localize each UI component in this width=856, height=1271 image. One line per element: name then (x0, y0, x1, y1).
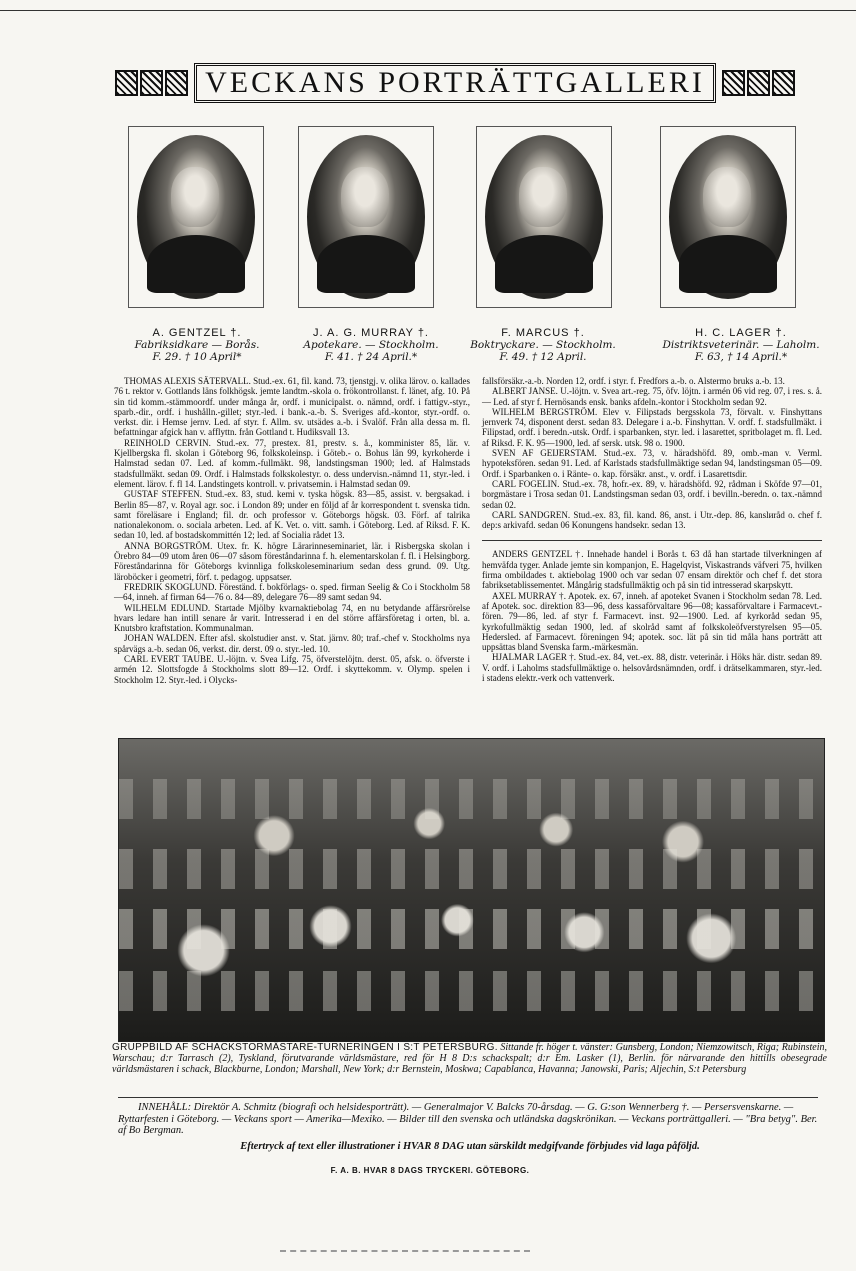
portrait-role: Fabriksidkare — Borås. (134, 339, 260, 351)
portrait-murray (298, 126, 434, 308)
portrait-marcus (476, 126, 612, 308)
footer-divider (280, 1250, 530, 1252)
portrait-caption (468, 327, 618, 363)
obituary-paragraph: HJALMAR LAGER †. Stud.-ex. 84, vet.-ex. 88, distr. veterinär. i Höks här. distr. sedan 89. V. ordf. i Laholms stadsfullmäktige o. helsovårdsnämnden, ordf. i drätselkammaren, styr.-led. i stadens elektr.-verk och vattenverk. (482, 652, 822, 684)
right-column (482, 376, 822, 683)
biography-paragraph: GUSTAF STEFFEN. Stud.-ex. 83, stud. kemi v. tyska högsk. 83—85, assist. v. bergsakad. i Berlin 85—87, v. Royal agr. soc. i London 89; under en följd af år korrespondent t. svenska tidn. samt föreläsare i England; fil. dr. och professor v. Göteborgs högsk. 03. Förf. af talrika nationalekonom. o. sociala arbeten. Led. af K. Vet. o. vitt. samh. i Göteborg. Led. af Riksd. F. K. sedan 10, led. af bostadskommittén 12; led. af Socialia rådet 13. (114, 489, 470, 541)
biography-paragraph: CARL SANDGREN. Stud.-ex. 83, fil. kand. 86, anst. i Utr.-dep. 86, kanslиråd o. chef f. dep:s arkivafd. sedan 06 Konungens handsekr. sedan 13. (482, 509, 822, 531)
table-of-contents (118, 1097, 818, 1137)
ornament-right-icon (722, 70, 795, 96)
biography-paragraph: WILHELM EDLUND. Startade Mjölby kvarnaktiebolag 74, en nu betydande affärsrörelse hvars ledare han intill senare år varit. Intresserad i en del större affärsföretag i orten, bl. a. Knutsbro kraftstation. Kommunalman. (114, 602, 470, 634)
obituary-paragraph: AXEL MURRAY †. Apotek. ex. 67, inneh. af apoteket Svanen i Stockholm sedan 78. Led. af Apotek. soc. direktion 83—96, dess kassaförvaltare 96—08; kassaförvaltare i Farmacevt.-fören. 79—86, led. af styr f. Farmacevt. inst. 92—1900. Led. af kyrkoråd sedan 95, kyrkofullmäktig sedan 1900, led. af skolråd samt af folkskoleöfverstyrelsen 95—05. Hedersled. af Farmacevt. föreningen 94; apotek. soc. lät på sin tid måla hans porträtt att uppsättas bland Svenska farm.-märkesmän. (482, 590, 822, 653)
group-photo (118, 738, 825, 1042)
gallery-header (115, 64, 795, 102)
left-column (114, 376, 470, 685)
portrait-dates: F. 29. † 10 April* (152, 351, 242, 363)
biography-paragraph: ANNA BORGSTRÖM. Utex. fr. K. högre Lärarinneseminariet, lär. i Risbergska skolan i Örebro 84—09 utom åren 06—07 såsom föreståndarinna f. h. elementarskolan f. fl. i Helsingborg. Föreståndarinna för Göteborgs kvinnliga folkskoleseminarium sedan dess grund. 09. Utg. läroböcker i geometri, förf. t. pedagog. uppsatser. (114, 540, 470, 582)
portrait-dates: F. 63, † 14 April.* (694, 351, 788, 363)
biography-paragraph: SVEN AF GEIJERSTAM. Stud.-ex. 73, v. häradshöfd. 89, omb.-man v. Verml. hypoteksfören. sedan 91. Led. af Karlstads stadsfullmäktige sedan 94, landstingsman 05—09. Ordf. i Sparbanken o. i Räntе- o. kap. försäkr. anst., v. ordf. i Lasarettsdir. (482, 448, 822, 479)
portrait-role: Boktryckare. — Stockholm. (470, 339, 616, 351)
portrait-lager (660, 126, 796, 308)
portrait-caption (656, 327, 826, 363)
portrait-dates: F. 41. † 24 April.* (324, 351, 418, 363)
group-photo-title: GRUPPBILD AF SCHACKSTORMÄSTARE-TURNERINGEN I S:T PETERSBURG. (112, 1042, 498, 1053)
portrait-caption (122, 327, 272, 363)
biography-paragraph: JOHAN WALDEN. Efter afsl. skolstudier anst. v. Stat. järnv. 80; traf.-chef v. Stockholms nya spårvägs a.-b. sedan 06, verkst. dir. derst. 09 o. styr.-led. 10. (114, 633, 470, 654)
portrait-caption (296, 327, 446, 363)
ornament-left-icon (115, 70, 188, 96)
portrait-dates: F. 49. † 12 April. (499, 351, 587, 363)
portrait-name: A. GENTZEL †. (152, 327, 242, 339)
contents-text: INNEHÅLL: Direktör A. Schmitz (biografi och helsidesporträtt). — Generalmajor V. Balcks 70-årsdag. — G. G:son Wennerberg †. — Persersvenskarne. — Ryttarfesten i Göteborg. — Veckans sport — Amerika—Mexiko. — Bilder till den svenska och utländska dagskrönikan. — Veckans porträttgalleri. — "Bra betyg". Ber. af Bo Bergman. (118, 1102, 818, 1136)
biography-paragraph: ALBERT JANSE. U.-löjtn. v. Svea art.-reg. 75, öfv. löjtn. i armén 06 vid reg. 07, i res. s. å. — Led. af styr f. Hernösands ensk. banks afdeln.-kontor i Stockholm sedan 92. (482, 386, 822, 407)
portrait-role: Distriktsveterinär. — Laholm. (662, 339, 820, 351)
obituary-paragraph: ANDERS GENTZEL †. Innehade handel i Borås t. 63 då han startade tilverkningen af hemväfda tyger. Anlade jemte sin kompanjon, E. Hagelqvist, Viskastrands väfveri 75, hvilken firma ombildades t. aktiebolag 1900 och var sedan 07 ensam direktör och chef f. det stora fabriksetablissementet. Mångårig stadsfullmäktig och på sin tid intresserad skarpskytt. (482, 540, 822, 590)
biography-paragraph: REINHOLD CERVIN. Stud.-ex. 77, prestex. 81, prestv. s. å., komminister 85, lär. v. Kjellbergska fl. skolan i Göteborg 96, folkskoleinsp. i Göteb.- o. Bohus län 99, kyrkoherde i Halmstad sedan 07. Led. af komm.-fullmäkt. 98, landstingsman 1900; led. af Halmstads stadsfullmäkt. sedan 09. Ordf. i Halmstads folkskolestyr. o. dess undervisn.-nämnd 11, styr.-led. i element. lärov. f. fl 14. Landstingets kontroll. v. privatsemin. i Halmstad sedan 09. (114, 437, 470, 489)
top-rule (0, 10, 856, 11)
biography-paragraph: CARL FOGELIN. Stud.-ex. 78, hofr.-ex. 89, v. häradshöfd. 92, rådman i Sköfde 97—01, borgmästare i Trosa sedan 01. Landstingsman sedan 03, ordf. i bevilln.-beredn. o. tax.-nämnd sedan 02. (482, 478, 822, 510)
copyright-notice: Eftertryck af text eller illustrationer i HVAR 8 DAG utan särskildt medgifvande förbjudes vid laga påföljd. (240, 1141, 700, 1152)
printer-imprint: F. A. B. HVAR 8 DAGS TRYCKERI. GÖTEBORG. (330, 1166, 530, 1175)
portrait-role: Apotekare. — Stockholm. (303, 339, 439, 351)
portrait-name: J. A. G. MURRAY †. (312, 327, 429, 339)
portrait-name: H. C. LAGER †. (695, 327, 787, 339)
page-title: VECKANS PORTRÄTTGALLERI (194, 63, 716, 103)
biography-paragraph: CARL EVERT TAUBE. U.-löjtn. v. Svea Lifg. 75, öfverstelöjtn. derst. 05, afsk. o. öfverste i armén 12. Slottsfogde å Stockholms slott 89—12. Ordf. i skyttekomm. v. Olymp. spelen i Stockholm 12. Styr.-led. i Olycks- (114, 654, 470, 685)
group-photo-caption (112, 1042, 827, 1075)
biography-paragraph: fallsförsäkr.-a.-b. Norden 12, ordf. i styr. f. Fredfors a.-b. o. Alstermo bruks a.-b. 13. (482, 376, 785, 386)
biography-paragraph: THOMAS ALEXIS SÄTERVALL. Stud.-ex. 61, fil. kand. 73, tjenstgj. v. olika lärov. o. kallades 76 t. rektor v. Gottlands läns folkhögsk. jemte landtm.-skola o. frökontrollanst. f. länet, afg. 10. På sin tid komm.-stämmoordf. under många år, ordf. i municipalst. o. nämnd, ordf. i fattigv.-styr., sparb.-dir., ordf. i hushålln.-gillet; styr.-led. i bank.-a.-b. S. Sveriges afd.-kontor, styr.-ordf. o. verkst. dir. i Hemse jernv. Led. af styr. f. Allm. sv. utsädes a.-b. i Svalöf. Från alla dessa m. fl. befattningar afgick han v. afflyttn. från Gottland t. Hudiksvall 13. (114, 376, 470, 438)
portrait-gentzel (128, 126, 264, 308)
biography-paragraph: FREDRIK SKOGLUND. Föreständ. f. bokförlags- o. sped. firman Seelig & Co i Stockholm 58—64, inneh. af firman 64—76 o. 84—89, delegare 76—89 samt sedan 94. (114, 581, 470, 603)
biography-paragraph: WILHELM BERGSTRÖM. Elev v. Filipstads bergsskola 73, förvalt. v. Finshyttans jernverk 74, disponent derst. sedan 83. Delegare i a.-b. Finshyttan. V. ordf. f. stadsfullmäkt. i Filipstad, ordf. i beredn.-utsk. Ordf. i sparbanken, styr. led. i lasarettet, spritbolaget m. fl. Led. af Riksd. F. K. 95—1900, led. af sersk. utsk. 98 o. 1900. (482, 406, 822, 448)
portrait-name: F. MARCUS †. (501, 327, 585, 339)
group-photo-description: Sittande fr. höger t. vänster: Gunsberg, London; Niemzowitsch, Riga; Rubinstein, Warschau; d:r Tarrasch (2), Tyskland, förutvarande världsmästare, red för H 8 D:s schackspalt; d:r Em. Lasker (1), Berlin. för närvarande den hittills obesegrade världsmästaren i schack, Blackburne, London; Marshall, New York; d:r Bernstein, Moskwa; Capablanca, Havanna; Janowski, Paris; Aljechin, S:t Petersburg (112, 1042, 828, 1075)
